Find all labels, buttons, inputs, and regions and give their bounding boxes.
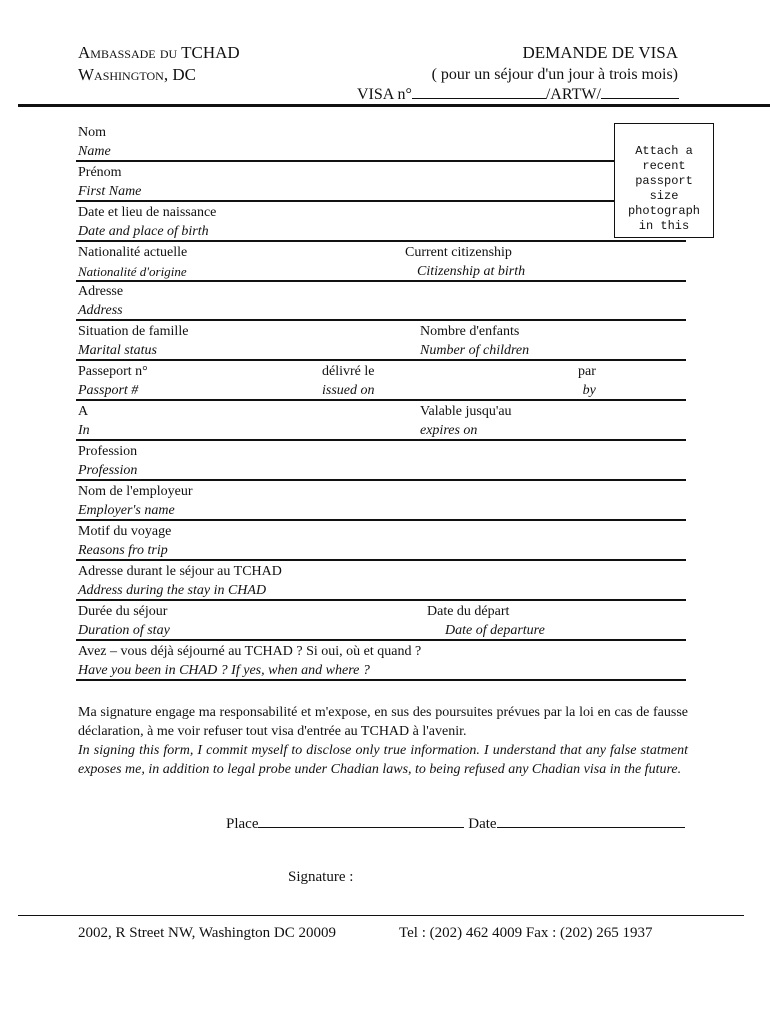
label-fr: Avez – vous déjà séjourné au TCHAD ? Si oui, où et quand ?: [78, 644, 422, 659]
declaration-fr: Ma signature engage ma responsabilité et m'expose, en sus des poursuites prévues par la loi en cas de fausse déclaration, à me voir refuser tout visa d'entrée au TCHAD à l'avenir.: [78, 705, 688, 739]
embassy-header: [78, 42, 240, 86]
signature-label: Signature :: [288, 869, 354, 885]
embassy-city: Washington, DC: [78, 65, 196, 84]
footer-contact: Tel : (202) 462 4009 Fax : (202) 265 1937: [399, 925, 653, 941]
label-fr: Durée du séjour: [78, 604, 168, 619]
label-en: Citizenship at birth: [417, 264, 526, 279]
form-title-block: [432, 42, 678, 86]
row-line: [76, 559, 686, 561]
label-fr: Adresse durant le séjour au TCHAD: [78, 564, 282, 579]
place-date-line: [226, 813, 685, 833]
field-par[interactable]: [578, 362, 596, 400]
row-line: [76, 319, 686, 321]
row-line: [76, 479, 686, 481]
field-lieu[interactable]: [78, 402, 90, 440]
label-fr: A: [78, 404, 89, 419]
label-fr: Date du départ: [427, 604, 510, 619]
declaration: [78, 703, 688, 779]
row-line: [76, 280, 686, 282]
label-en: Number of children: [420, 343, 530, 358]
field-employeur[interactable]: [78, 482, 193, 520]
label-fr: Nombre d'enfants: [420, 324, 520, 339]
photo-box-line: size: [649, 189, 679, 203]
label-en: Duration of stay: [78, 623, 170, 638]
photo-box[interactable]: [614, 123, 714, 238]
row-line: [76, 599, 686, 601]
label-fr: Current citizenship: [405, 245, 512, 260]
photo-box-line: Attach a: [635, 144, 693, 158]
form-title: DEMANDE DE VISA: [522, 43, 678, 62]
field-passeport[interactable]: [78, 362, 148, 400]
row-line: [76, 240, 686, 242]
date-label: Date: [468, 816, 497, 832]
photo-box-line: in this: [638, 219, 690, 233]
place-label: Place: [226, 816, 259, 832]
row-line: [76, 639, 686, 641]
visa-label: VISA n°: [357, 86, 412, 103]
label-en: Employer's name: [78, 503, 175, 518]
photo-box-line: recent: [642, 159, 686, 173]
label-fr: Situation de famille: [78, 324, 189, 339]
label-en: Nationalité d'origine: [78, 264, 187, 279]
label-fr: Adresse: [78, 284, 124, 299]
field-deja[interactable]: [78, 642, 421, 680]
field-delivre[interactable]: [322, 362, 375, 400]
footer-rule: [18, 915, 744, 916]
label-en: Have you been in CHAD ? If yes, when and where ?: [78, 663, 370, 678]
field-enfants[interactable]: [420, 322, 529, 360]
label-en: by: [582, 383, 596, 398]
visa-mid: /ARTW/: [545, 86, 601, 103]
label-en: Reasons fro trip: [78, 543, 168, 558]
photo-box-line: passport: [635, 174, 693, 188]
row-line: [76, 359, 686, 361]
footer-address: 2002, R Street NW, Washington DC 20009: [78, 925, 336, 941]
field-duree[interactable]: [78, 602, 170, 640]
label-fr: Prénom: [78, 165, 122, 180]
header-rule: [18, 104, 770, 107]
field-valable[interactable]: [420, 402, 512, 440]
label-en: Date and place of birth: [78, 224, 209, 239]
row-line: [76, 399, 686, 401]
label-fr: Valable jusqu'au: [420, 404, 512, 419]
row-line: [76, 200, 614, 202]
label-en: Address: [78, 303, 123, 318]
label-fr: Passeport n°: [78, 364, 148, 379]
row-line: [76, 679, 686, 681]
field-depart[interactable]: [427, 602, 545, 640]
row-line: [76, 439, 686, 441]
label-en: expires on: [420, 423, 478, 438]
visa-number-line: [357, 84, 679, 104]
declaration-en: In signing this form, I commit myself to disclose only true information. I understand that any false statment exposes me, in addition to legal probe under Chadian laws, to being refused any Chadian visa in the future.: [78, 743, 688, 777]
field-nationalite[interactable]: [78, 243, 187, 281]
field-prenom[interactable]: [78, 163, 141, 201]
label-fr: Profession: [78, 444, 138, 459]
row-line: [76, 519, 686, 521]
field-adresse[interactable]: [78, 282, 123, 320]
embassy-name: Ambassade du TCHAD: [78, 43, 240, 62]
label-fr: Date et lieu de naissance: [78, 205, 217, 220]
label-en: Name: [78, 144, 111, 159]
label-en: Profession: [78, 463, 138, 478]
visa-suffix-field[interactable]: [601, 84, 679, 99]
label-fr: délivré le: [322, 364, 375, 379]
label-fr: Nom de l'employeur: [78, 484, 193, 499]
label-en: Marital status: [78, 343, 157, 358]
label-en: First Name: [78, 184, 142, 199]
field-nom[interactable]: [78, 123, 111, 161]
row-line: [76, 160, 614, 162]
label-en: Date of departure: [445, 623, 545, 638]
label-fr: par: [578, 364, 596, 379]
place-field[interactable]: [258, 813, 464, 828]
field-motif[interactable]: [78, 522, 171, 560]
field-profession[interactable]: [78, 442, 137, 480]
label-fr: Nom: [78, 125, 106, 140]
field-citizenship[interactable]: [405, 243, 525, 281]
field-situation[interactable]: [78, 322, 188, 360]
field-adresse-sejour[interactable]: [78, 562, 282, 600]
label-fr: Motif du voyage: [78, 524, 172, 539]
label-fr: Nationalité actuelle: [78, 245, 188, 260]
form-subtitle: ( pour un séjour d'un jour à trois mois): [431, 66, 678, 83]
label-en: issued on: [322, 383, 375, 398]
photo-box-line: photograph: [627, 204, 700, 218]
date-field[interactable]: [497, 813, 685, 828]
label-en: Passport #: [78, 383, 139, 398]
label-en: Address during the stay in CHAD: [78, 583, 267, 598]
visa-number-field[interactable]: [412, 84, 546, 99]
label-en: In: [78, 423, 90, 438]
field-naissance[interactable]: [78, 203, 216, 241]
